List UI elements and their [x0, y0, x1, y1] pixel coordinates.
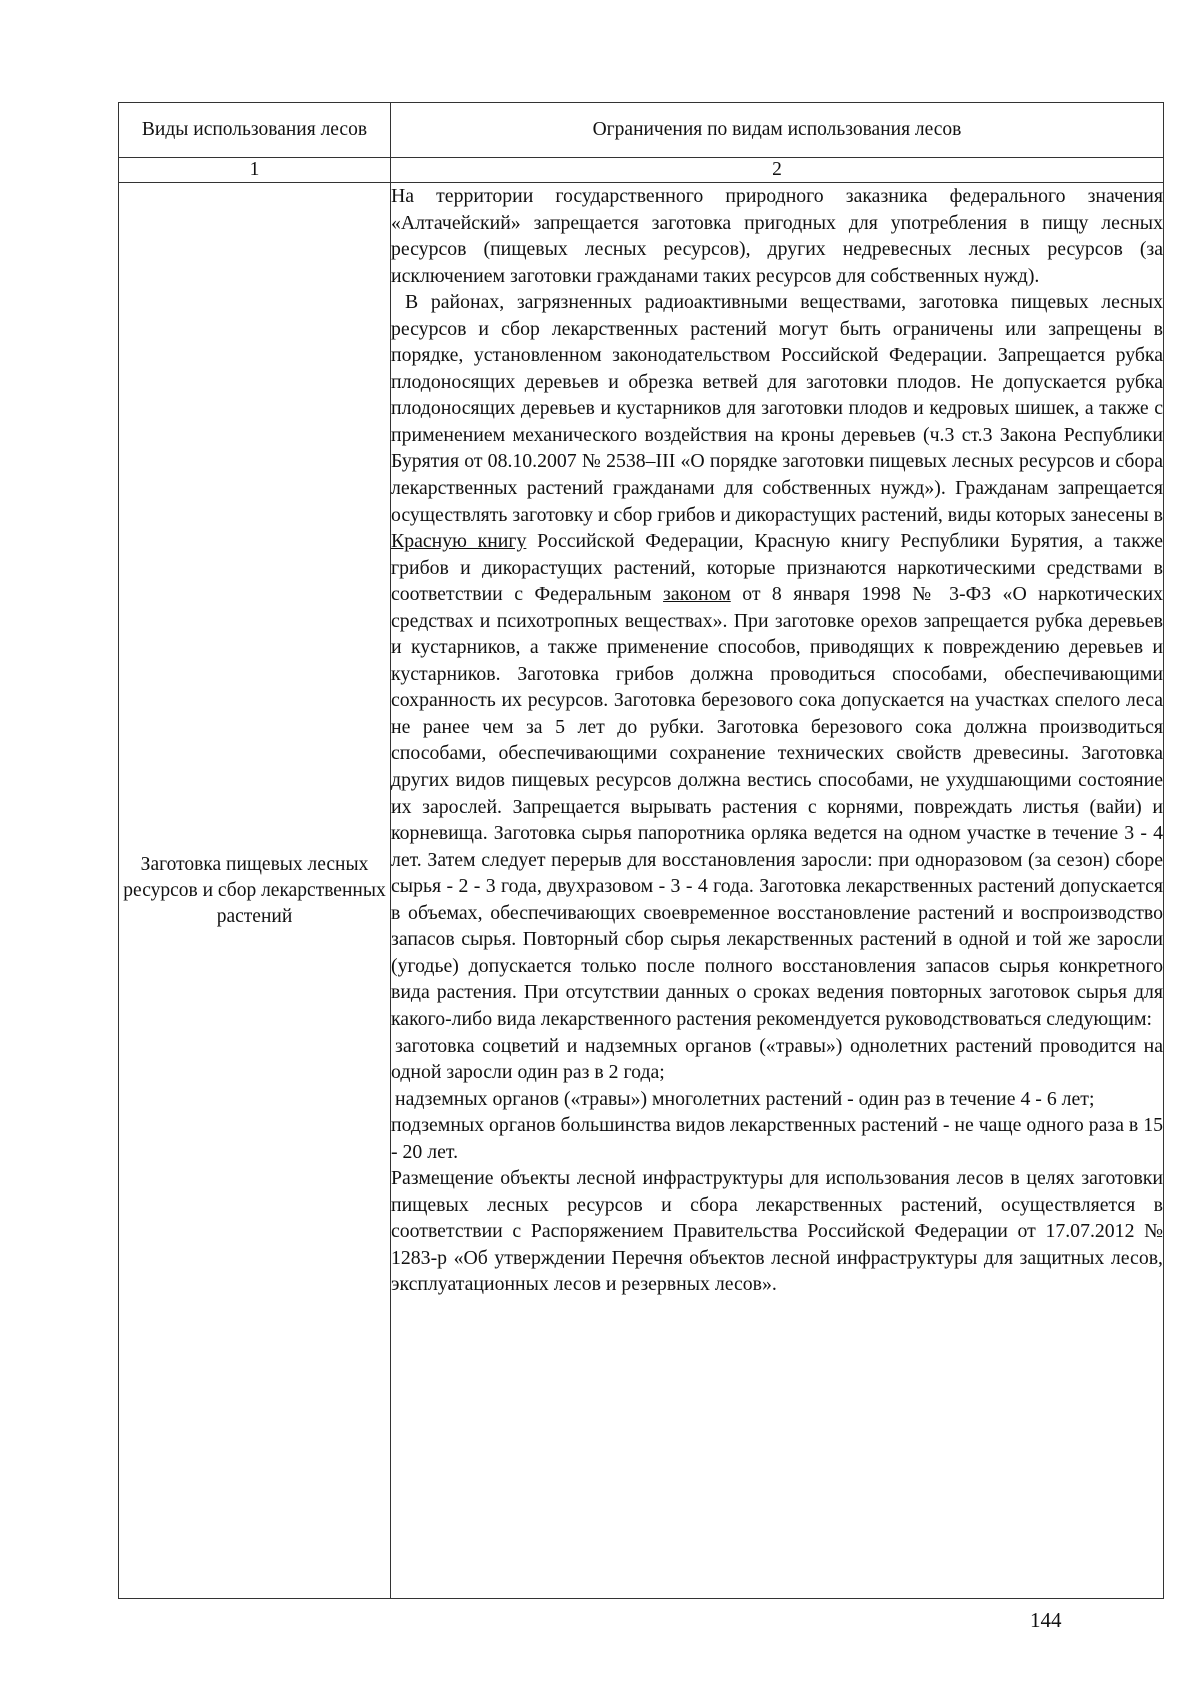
paragraph-main-text-end: от 8 января 1998 № 3-ФЗ «О наркотических средствах и психотропных веществах». При заготовке орехов запрещается рубка деревьев и кустарников, а также применение способов, приводящих к повреждению деревьев и кустарников. Заготовка грибов должна проводиться способами, обеспечивающими сохранность их ресурсов. Заготовка березового сока допускается на участках спелого леса не ранее чем за 5 лет до рубки. Заготовка березового сока должна производиться способами, обеспечивающими сохранение технических свойств древесины. Заготовка других видов пищевых ресурсов должна вестись способами, не ухудшающими состояние их зарослей. Запрещается вырывать растения с корнями, повреждать листья (вайи) и корневища. Заготовка сырья папоротника орляка ведется на одном участке в течение 3 - 4 лет. Затем следует перерыв для восстановления заросли: при одноразовом (за сезон) сборе сырья - 2 - 3 года, двухразовом - 3 - 4 года. Заготовка лекарственных растений допускается в объемах, обеспечивающих своевременное восстановление растений и воспроизводство запасов сырья. Повторный сбор сырья лекарственных растений в одной и той же заросли (угодье) допускается только после полного восстановления запасов сырья конкретного вида растения. При отсутствии данных о сроках ведения повторных заготовок сырья для какого-либо вида лекарственного растения рекомендуется руководствоваться следующим: [391, 583, 1163, 1030]
paragraph-perennial-plants: надземных органов («травы») многолетних растений - один раз в течение 4 - 6 лет; [395, 1087, 1095, 1110]
restrictions-cell [391, 183, 1164, 1599]
red-book-link[interactable]: Красную книгу [391, 530, 527, 553]
paragraph-infrastructure: Размещение объекты лесной инфраструктуры для использования лесов в целях заготовки пищевых лесных ресурсов и сбора лекарственных растений, осуществляется в соответствии с Распоряжением Правительства Российской Федерации от 17.07.2012 № 1283-р «Об утверждении Перечня объектов лесной инфраструктуры для защитных лесов, эксплуатационных лесов и резервных лесов». [391, 1167, 1163, 1296]
paragraph-underground-organs: подземных органов большинства видов лекарственных растений - не чаще одного раза в 15 - 20 лет. [391, 1114, 1163, 1163]
federal-law-link[interactable]: законом [663, 583, 731, 606]
table-header-row [119, 103, 1164, 158]
header-restrictions: Ограничения по видам использования лесов [391, 103, 1164, 158]
header-use-types: Виды использования лесов [119, 103, 391, 158]
table-number-row [119, 158, 1164, 183]
table-row [119, 183, 1164, 1599]
column-number-2: 2 [391, 158, 1164, 183]
use-type-cell: Заготовка пищевых лесных ресурсов и сбор лекарственных растений [119, 183, 391, 1599]
restrictions-table [118, 102, 1164, 1599]
paragraph-main-text-start: В районах, загрязненных радиоактивными веществами, заготовка пищевых лесных ресурсов и сбор лекарственных растений могут быть ограничены или запрещены в порядке, установленном законодательством Российской Федерации. Запрещается рубка плодоносящих деревьев и обрезка ветвей для заготовки плодов. Не допускается рубка плодоносящих деревьев и кустарников для заготовки плодов и кедровых шишек, а также с применением механического воздействия на кроны деревьев (ч.3 ст.3 Закона Республики Бурятия от 08.10.2007 № 2538–III «О порядке заготовки пищевых лесных ресурсов и сбора лекарственных растений гражданами для собственных нужд»). Гражданам запрещается осуществлять заготовку и сбор грибов и дикорастущих растений, виды которых занесены в [391, 291, 1163, 526]
column-number-1: 1 [119, 158, 391, 183]
page-number: 144 [1030, 1608, 1062, 1632]
paragraph-main-text-middle: Российской Федерации, Красную книгу Республики Бурятия, а также грибов и дикорастущих растений, которые признаются наркотическими средствами в соответствии с Федеральным [391, 530, 1163, 606]
paragraph-annual-plants: заготовка соцветий и надземных органов («травы») однолетних растений проводится на одной заросли один раз в 2 года; [391, 1034, 1163, 1084]
paragraph-reserve: На территории государственного природного заказника федерального значения «Алтачейский» запрещается заготовка пригодных для употребления в пищу лесных ресурсов (пищевых лесных ресурсов), других недревесных лесных ресурсов (за исключением заготовки гражданами таких ресурсов для собственных нужд). [391, 185, 1163, 287]
paragraph-main-restrictions [391, 289, 1163, 1032]
